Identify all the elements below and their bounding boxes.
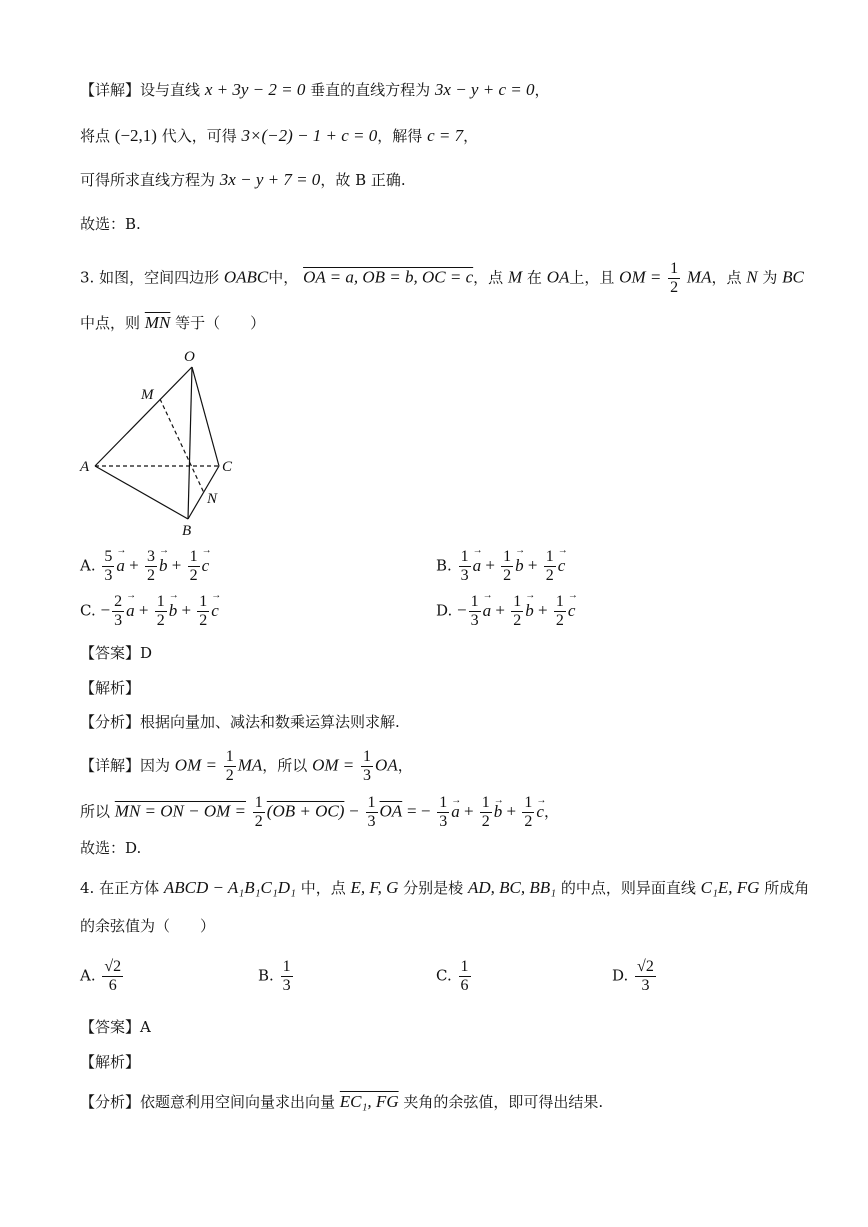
q4-answer: 【答案】A (80, 1018, 151, 1036)
q3-option-c: C. − $\frac{2}{3}$ a → + $\frac{1}{2}$ b → + $\frac{1}{2}$ c → (80, 593, 219, 630)
label-a: A (80, 459, 90, 475)
edge-ob (188, 367, 192, 519)
question-3-line-1: 3. 如图，空间四边形 OABC中， OA = a, OB = b, OC = c，点 M 在 OA上，且 OM = $\frac{1}{2}$ MA，点 N 为 BC (80, 260, 804, 296)
edge-oc (192, 367, 219, 466)
q4-option-a: A. $\frac{√2}{6}$ (80, 958, 122, 994)
label-c: C (222, 459, 233, 475)
q3-choose: 故选：D. (80, 839, 142, 857)
detail-line-1: 【详解】设与直线 x + 3y − 2 = 0 垂直的直线方程为 3x − y + c = 0， (80, 80, 550, 99)
q4-option-d: D. $\frac{√2}{3}$ (612, 958, 654, 994)
q3-option-b: B. $\frac{1}{3}$ a → + $\frac{1}{2}$ b → + $\frac{1}{2}$ c → (436, 548, 565, 585)
edge-ab (95, 466, 188, 519)
q4-analysis-heading: 【解析】 (80, 1053, 141, 1071)
q3-fenxi: 【分析】根据向量加、减法和数乘运算法则求解. (80, 713, 400, 731)
label-b: B (182, 523, 192, 539)
q4-fenxi: 【分析】依题意利用空间向量求出向量 EC₁, FG 夹角的余弦值，即可得出结果. (80, 1092, 604, 1111)
q4-option-c: C. $\frac{1}{6}$ (436, 958, 469, 994)
label-n: N (207, 491, 218, 507)
q3-analysis-heading: 【解析】 (80, 679, 141, 697)
detail-line-3: 可得所求直线方程为 3x − y + 7 = 0，故 B 正确. (80, 170, 406, 189)
q3-detail-line-1: 【详解】因为 OM = $\frac{1}{2}$ MA，所以 OM = $\frac{1}{3}$ OA， (80, 748, 413, 784)
fraction: $\frac{1}{2}$ (670, 260, 679, 296)
tetrahedron-figure (70, 345, 240, 540)
q4-option-b: B. $\frac{1}{3}$ (258, 958, 291, 994)
label-m: M (141, 387, 154, 403)
q3-detail-line-2: 所以 MN = ON − OM = $\frac{1}{2}$ (OB + OC) − $\frac{1}{3}$ $\overline{OA}$ = − $\frac{1}{3}$ a → + $\frac{1}{2}$ b → + $\frac{1}{2}$ c →， (80, 794, 559, 831)
q3-option-d: D. − $\frac{1}{3}$ a → + $\frac{1}{2}$ b → + $\frac{1}{2}$ c → (436, 593, 575, 630)
segment-mn-hidden (160, 399, 204, 493)
choose-b: 故选：B. (80, 215, 141, 233)
detail-line-2: 将点 (−2,1) 代入，可得 3×(−2) − 1 + c = 0，解得 c = 7， (80, 126, 479, 145)
label-o: O (184, 349, 195, 365)
question-3-line-2: 中点，则 $\overline{MN}$ 等于（ ） (80, 313, 266, 332)
q3-option-a: A. $\frac{5}{3}$ a → + $\frac{3}{2}$ b → + $\frac{1}{2}$ c → (80, 548, 209, 585)
question-4-line-2: 的余弦值为（ ） (80, 917, 216, 935)
question-4-line-1: 4. 在正方体 ABCD − A₁B₁C₁D₁ 中，点 E, F, G 分别是棱 AD, BC, BB₁ 的中点，则异面直线 C₁E, FG 所成角 (80, 878, 810, 897)
edge-ao (95, 367, 192, 466)
q3-answer: 【答案】D (80, 644, 153, 662)
